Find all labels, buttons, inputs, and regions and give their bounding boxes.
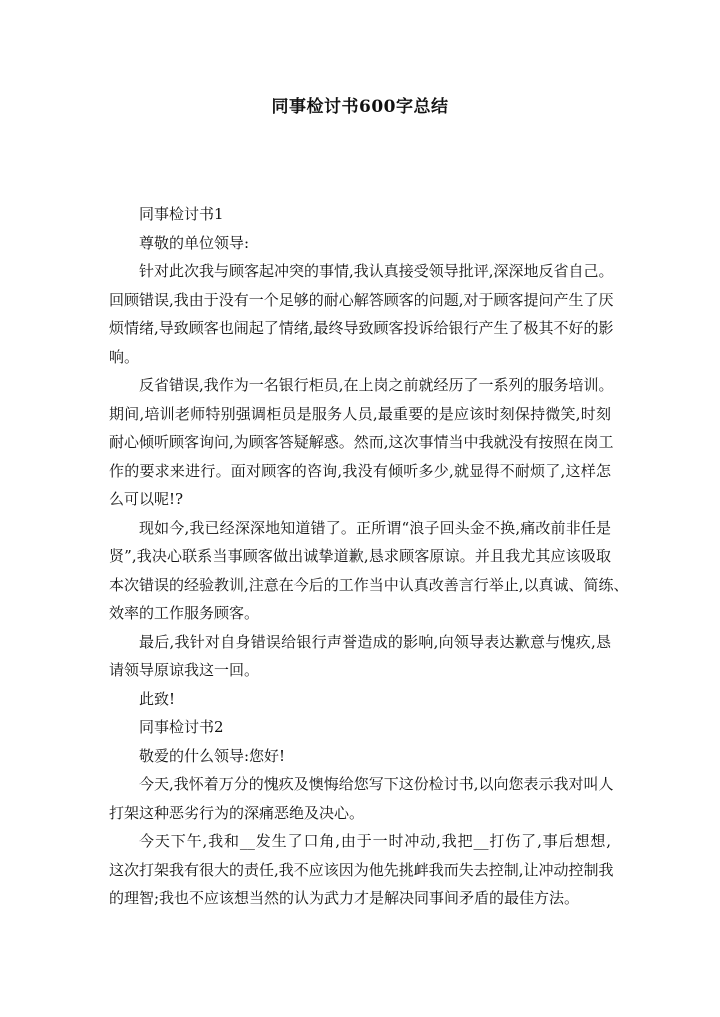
text-line: 打架这种恶劣行为的深痛恶绝及决心。	[109, 803, 365, 822]
text-line: 回顾错误,我由于没有一个足够的耐心解答顾客的问题,对于顾客提问产生了厌	[109, 290, 614, 309]
text-line: 效率的工作服务顾客。	[109, 604, 260, 622]
text-line: 现如今,我已经深深地知道错了。正所谓“浪子回头金不换,痛改前非任是	[139, 518, 611, 537]
text-line: 请领导原谅我这一回。	[109, 661, 260, 679]
text-line: 的理智;我也不应该想当然的认为武力才是解决同事间矛盾的最佳方法。	[109, 889, 580, 907]
document-title: 同事检讨书600字总结	[271, 97, 449, 117]
text-line: 耐心倾听顾客询问,为顾客答疑解惑。然而,这次事情当中我就没有按照在岗工	[109, 433, 614, 451]
document-body	[109, 200, 629, 913]
text-line: 今天下午,我和__发生了口角,由于一时冲动,我把__打伤了,事后想想,	[139, 832, 611, 850]
text-line: 同事检讨书1	[139, 205, 224, 223]
text-line: 期间,培训老师特别强调柜员是服务人员,最重要的是应该时刻保持微笑,时刻	[109, 404, 611, 423]
text-line: 贤”,我决心联系当事顾客做出诚挚道歉,恳求顾客原谅。并且我尤其应该吸取	[109, 547, 611, 565]
text-line: 本次错误的经验教训,注意在今后的工作当中认真改善言行举止,以真诚、简练、	[109, 575, 629, 594]
text-line: 敬爱的什么领导:您好!	[139, 746, 286, 765]
text-line: 此致!	[139, 689, 176, 708]
text-line: 么可以呢!?	[109, 490, 184, 508]
text-line: 这次打架我有很大的责任,我不应该因为他先挑衅我而失去控制,让冲动控制我	[109, 860, 614, 879]
text-line: 最后,我针对自身错误给银行声誉造成的影响,向领导表达歉意与愧疚,恳	[139, 632, 611, 651]
text-line: 尊敬的单位领导:	[139, 233, 250, 252]
text-line: 响。	[109, 347, 140, 366]
text-line: 今天,我怀着万分的愧疚及懊悔给您写下这份检讨书,以向您表示我对叫人	[139, 775, 614, 793]
text-line: 反省错误,我作为一名银行柜员,在上岗之前就经历了一系列的服务培训。	[139, 376, 614, 394]
text-line: 同事检讨书2	[139, 718, 224, 736]
text-line: 烦情绪,导致顾客也闹起了情绪,最终导致顾客投诉给银行产生了极其不好的影	[109, 319, 614, 337]
text-line: 作的要求来进行。面对顾客的咨询,我没有倾听多少,就显得不耐烦了,这样怎	[109, 461, 611, 480]
text-line: 针对此次我与顾客起冲突的事情,我认真接受领导批评,深深地反省自己。	[139, 262, 614, 280]
